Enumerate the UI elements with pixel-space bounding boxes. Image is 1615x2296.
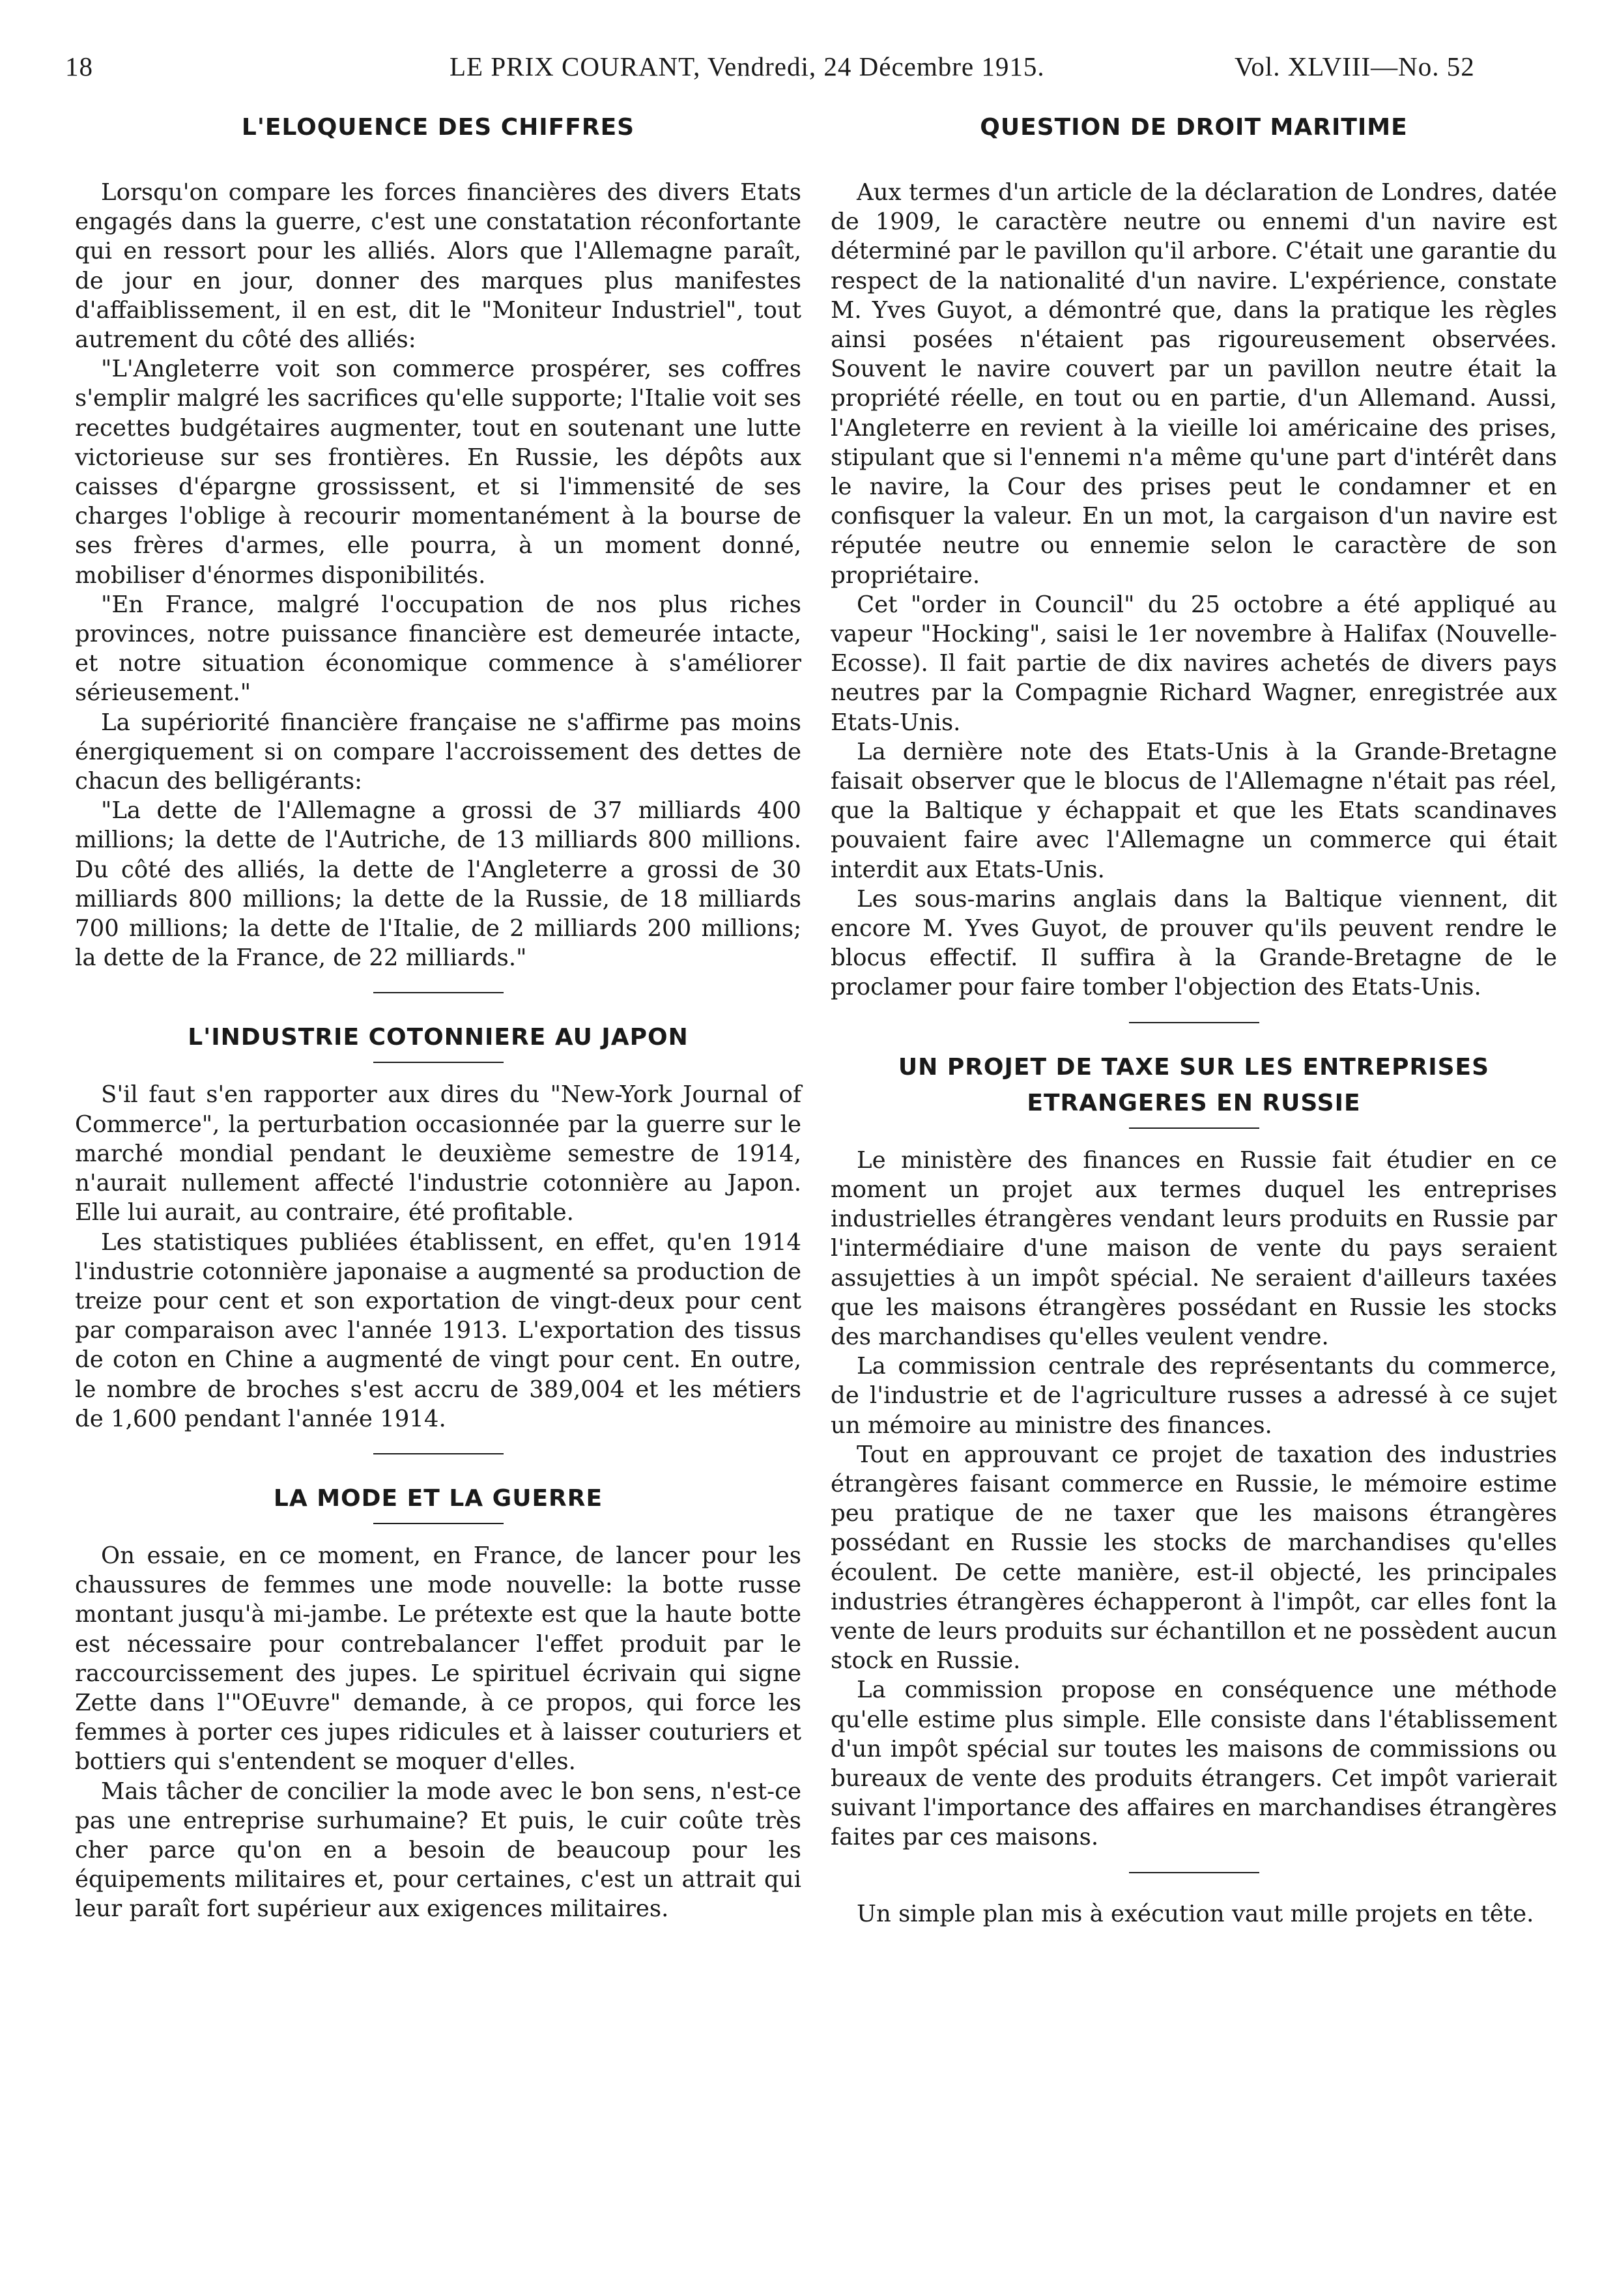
article-title: QUESTION DE DROIT MARITIME [980, 114, 1408, 141]
title-rule [373, 1062, 504, 1063]
right-column [831, 109, 1557, 1929]
article-paragraph: Aux termes d'un article de la déclaration de Londres, datée de 1909, le caractère neutre ou ennemi d'un navire est déterminé par le pavillon qu'il arbore. C'était une garantie du respect de la nationalité d'un navire. L'expérience, constate M. Yves Guyot, a démontré que, dans la pratique les règles ainsi posées n'étaient pas rigoureusement observées. Souvent le navire couvert par un pavillon neutre était la propriété réelle, en tout ou en partie, d'un Allemand. Aussi, l'Angleterre en revient à la vieille loi américaine des prises, stipulant que si l'ennemi n'a même qu'une part d'intérêt dans le navire, la Cour des prises peut le condamner et en confisquer la valeur. En un mot, la cargaison d'un navire est réputée neutre ou ennemie selon le caractère de son propriétaire. [831, 179, 1557, 589]
section-divider [1129, 1022, 1259, 1023]
article-industrie-cotonniere [75, 1019, 801, 1433]
article-paragraph: La commission centrale des représentants du commerce, de l'industrie et de l'agriculture russes a adressé à ce sujet un mémoire au ministre des finances. [831, 1353, 1557, 1439]
article-paragraph: Tout en approuvant ce projet de taxation des industries étrangères faisant commerce en Russie, le mémoire estime peu pratique de ne taxer que les maisons étrangères possédant en Russie les stocks de marchandises qu'elles écoulent. De cette manière, est-il objecté, les principales industries étrangères échapperont à l'impôt, car elles font la vente de leurs produits sur échantillon et ne possèdent aucun stock en Russie. [831, 1441, 1557, 1675]
article-title: L'INDUSTRIE COTONNIERE AU JAPON [188, 1024, 689, 1051]
article-paragraph: Cet "order in Council" du 25 octobre a été appliqué au vapeur "Hocking", saisi le 1er novembre à Halifax (Nouvelle-Ecosse). Il fait partie de dix navires achetés de divers pays neutres par la Compagnie Richard Wagner, enregistrée aux Etats-Unis. [831, 591, 1557, 736]
article-title: LA MODE ET LA GUERRE [273, 1484, 603, 1512]
section-divider [1129, 1872, 1259, 1873]
article-paragraph: La dernière note des Etats-Unis à la Grande-Bretagne faisait observer que le blocus de l'Allemagne n'était pas réel, que la Baltique y échappait et que les Etats scandinaves pouvaient faire avec l'Allemagne un commerce qui était interdit aux Etats-Unis. [831, 738, 1557, 883]
page-number: 18 [65, 51, 93, 81]
article-title: UN PROJET DE TAXE SUR LES ENTREPRISES ETRANGERES EN RUSSIE [898, 1053, 1490, 1116]
article-paragraph: Le ministère des finances en Russie fait étudier en ce moment un projet aux termes duquel les entreprises industrielles étrangères vendant leurs produits en Russie par l'intermédiaire d'une maison de vente du pays seraient assujetties à un impôt spécial. Ne seraient d'ailleurs taxées que les maisons étrangères possédant en Russie les stocks des marchandises qu'elles veulent vendre. [831, 1146, 1557, 1350]
article-paragraph: "En France, malgré l'occupation de nos plus riches provinces, notre puissance financière est demeurée intacte, et notre situation économique commence à s'améliorer sérieusement." [75, 591, 801, 707]
article-paragraph: Les sous-marins anglais dans la Baltique viennent, dit encore M. Yves Guyot, de prouver qu'ils peuvent rendre le blocus effectif. Il suffira à la Grande-Bretagne de le proclamer pour faire tomber l'objection des Etats-Unis. [831, 885, 1557, 1001]
title-rule [1129, 1127, 1259, 1129]
article-paragraph: On essaie, en ce moment, en France, de lancer pour les chaussures de femmes une mode nouvelle: la botte russe montant jusqu'à mi-jambe. Le prétexte est que la haute botte est nécessaire pour contrebalancer l'effet produit par le raccourcissement des jupes. Le spirituel écrivain qui signe Zette dans l'"OEuvre" demande, à ce propos, qui force les femmes à porter ces jupes ridicules et à laisser couturiers et bottiers qui s'entendent se moquer d'elles. [75, 1542, 801, 1776]
article-eloquence [75, 109, 801, 972]
article-paragraph: La commission propose en conséquence une méthode qu'elle estime plus simple. Elle consiste dans l'établissement d'un impôt spécial sur toutes les maisons de commissions ou bureaux de vente des produits étrangers. Cet impôt varierait suivant l'importance des affaires en marchandises étrangères faites par ces maisons. [831, 1677, 1557, 1851]
article-title: L'ELOQUENCE DES CHIFFRES [241, 114, 635, 141]
article-paragraph: S'il faut s'en rapporter aux dires du "New-York Journal of Commerce", la perturbation occasionnée par la guerre sur le marché mondial pendant le deuxième semestre de 1914, n'aurait nullement affecté l'industrie cotonnière au Japon. Elle lui aurait, au contraire, été profitable. [75, 1081, 801, 1226]
section-divider [373, 992, 504, 993]
article-paragraph: La supériorité financière française ne s'affirme pas moins énergiquement si on compare l'accroissement des dettes de chacun des belligérants: [75, 709, 801, 795]
article-taxe-entreprises [831, 1049, 1557, 1852]
article-paragraph: "L'Angleterre voit son commerce prospérer, ses coffres s'emplir malgré les sacrifices qu'elle supporte; l'Italie voit ses recettes budgétaires augmenter, tout en soutenant une lutte victorieuse sur ses frontières. En Russie, les dépôts aux caisses d'épargne grossissent, et si l'immensité de ses charges l'oblige à recourir momentanément à la bourse de ses frères d'armes, elle pourra, à un moment donné, mobiliser d'énormes disponibilités. [75, 356, 801, 589]
filler-maxim [831, 1899, 1557, 1929]
article-droit-maritime [831, 109, 1557, 1002]
article-paragraph: Lorsqu'on compare les forces financières des divers Etats engagés dans la guerre, c'est une constatation réconfortante qui en ressort pour les alliés. Alors que l'Allemagne paraît, de jour en jour, donner des marques plus manifestes d'affaiblissement, il en est, dit le "Moniteur Industriel", tout autrement du côté des alliés: [75, 179, 801, 354]
section-divider [373, 1453, 504, 1454]
page-header [65, 51, 1531, 90]
article-paragraph: "La dette de l'Allemagne a grossi de 37 milliards 400 millions; la dette de l'Autriche, de 13 milliards 800 millions. Du côté des alliés, la dette de l'Angleterre a grossi de 30 milliards 800 millions; la dette de la Russie, de 18 milliards 700 millions; la dette de l'Italie, de 2 milliards 200 millions; la dette de la France, de 22 milliards." [75, 797, 801, 972]
maxim-text: Un simple plan mis à exécution vaut mille projets en tête. [857, 1900, 1534, 1927]
volume-number: Vol. XLVIII—No. 52 [1235, 51, 1475, 81]
title-rule [373, 1523, 504, 1524]
publication-line: LE PRIX COURANT, Vendredi, 24 Décembre 1915. [450, 51, 1045, 81]
article-paragraph: Les statistiques publiées établissent, en effet, qu'en 1914 l'industrie cotonnière japonaise a augmenté sa production de treize pour cent et son exportation de vingt-deux pour cent par comparaison avec l'année 1913. L'exportation des tissus de coton en Chine a augmenté de vingt pour cent. En outre, le nombre de broches s'est accru de 389,004 et les métiers de 1,600 pendant l'année 1914. [75, 1228, 801, 1432]
article-paragraph: Mais tâcher de concilier la mode avec le bon sens, n'est-ce pas une entreprise surhumaine? Et puis, le cuir coûte très cher parce qu'on en a besoin de beaucoup pour les équipements militaires et, pour certaines, c'est un attrait qui leur paraît fort supérieur aux exigences militaires. [75, 1778, 801, 1923]
left-column [75, 109, 801, 1924]
article-mode-guerre [75, 1481, 801, 1924]
